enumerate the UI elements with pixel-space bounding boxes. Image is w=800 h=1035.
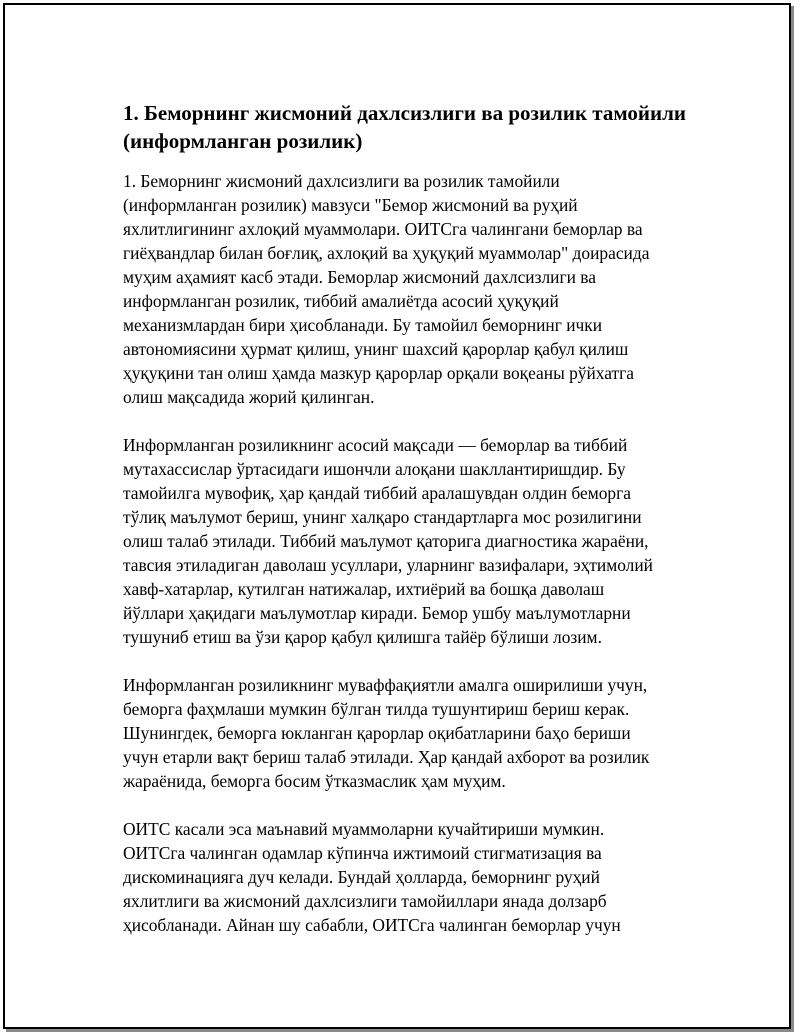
text-line: гиёҳвандлар билан боғлиқ, ахлоқий ва ҳуқуқий муаммолар" доирасида — [123, 243, 650, 263]
text-line: учун етарли вақт бериш талаб этилади. Ҳар қандай ахборот ва розилик — [123, 747, 650, 767]
text-line: яхлитлиги ва жисмоний дахлсизлиги тамойиллари янада долзарб — [123, 891, 607, 911]
text-line: тўлиқ маълумот бериш, унинг халқаро стандартларга мос розилигини — [123, 507, 642, 527]
text-line: Шунингдек, беморга юкланган қарорлар оқибатларини баҳо бериши — [123, 723, 631, 743]
text-line: информланган розилик, тиббий амалиётда асосий ҳуқуқий — [123, 291, 559, 311]
text-line: Информланган розиликнинг муваффақиятли амалга оширилиши учун, — [123, 675, 648, 695]
text-line: 1. Беморнинг жисмоний дахлсизлиги ва розилик тамойили — [123, 171, 560, 191]
text-line: жараёнида, беморга босим ўтказмаслик ҳам муҳим. — [123, 771, 506, 791]
text-line: ОИТСга чалинган одамлар кўпинча ижтимоий стигматизация ва — [123, 843, 602, 863]
text-line: яхлитлигининг ахлоқий муаммолари. ОИТСга чалингани беморлар ва — [123, 219, 643, 239]
text-line: ҳуқуқини тан олиш ҳамда мазкур қарорлар орқали воқеаны рўйхатга — [123, 363, 634, 383]
text-line: хавф-хатарлар, кутилган натижалар, ихтиёрий ва бошқа даволаш — [123, 579, 605, 599]
document-title — [123, 99, 693, 155]
text-line: механизмлардан бири ҳисобланади. Бу тамойил беморнинг ички — [123, 315, 603, 335]
title-line: 1. Беморнинг жисмоний дахлсизлиги ва розилик тамойили — [123, 101, 686, 125]
paragraph-3 — [123, 673, 693, 793]
title-line: (информланган розилик) — [123, 129, 363, 153]
text-line: йўллари ҳақидаги маълумотлар киради. Бемор ушбу маълумотларни — [123, 603, 631, 623]
paragraph-2 — [123, 433, 693, 649]
text-line: (информланган розилик) мавзуси "Бемор жисмоний ва руҳий — [123, 195, 578, 215]
text-line: муҳим аҳамият касб этади. Беморлар жисмоний дахлсизлиги ва — [123, 267, 596, 287]
paragraph-4 — [123, 817, 693, 937]
text-line: Информланган розиликнинг асосий мақсади — беморлар ва тиббий — [123, 435, 628, 455]
text-line: олиш талаб этилади. Тиббий маълумот қаторига диагностика жараёни, — [123, 531, 649, 551]
text-line: беморга фаҳмлаши мумкин бўлган тилда тушунтириш бериш керак. — [123, 699, 630, 719]
document-page — [3, 3, 791, 1029]
text-line: автономиясини ҳурмат қилиш, унинг шахсий қарорлар қабул қилиш — [123, 339, 629, 359]
text-line: тамойилга мувофиқ, ҳар қандай тиббий аралашувдан олдин беморга — [123, 483, 631, 503]
text-line: дискоминацияга дуч келади. Бундай ҳолларда, беморнинг руҳий — [123, 867, 600, 887]
text-line: тушуниб етиш ва ўзи қарор қабул қилишга тайёр бўлиши лозим. — [123, 627, 602, 647]
text-line: ОИТС касали эса маънавий муаммоларни кучайтириши мумкин. — [123, 819, 605, 839]
text-line: мутахассислар ўртасидаги ишончли алоқани шакллантиришдир. Бу — [123, 459, 626, 479]
text-line: ҳисобланади. Айнан шу сабабли, ОИТСга чалинган беморлар учун — [123, 915, 621, 935]
text-line: тавсия этиладиган даволаш усуллари, уларнинг вазифалари, эҳтимолий — [123, 555, 653, 575]
document-content — [123, 99, 693, 961]
text-line: олиш мақсадида жорий қилинган. — [123, 387, 375, 407]
paragraph-1 — [123, 169, 693, 409]
